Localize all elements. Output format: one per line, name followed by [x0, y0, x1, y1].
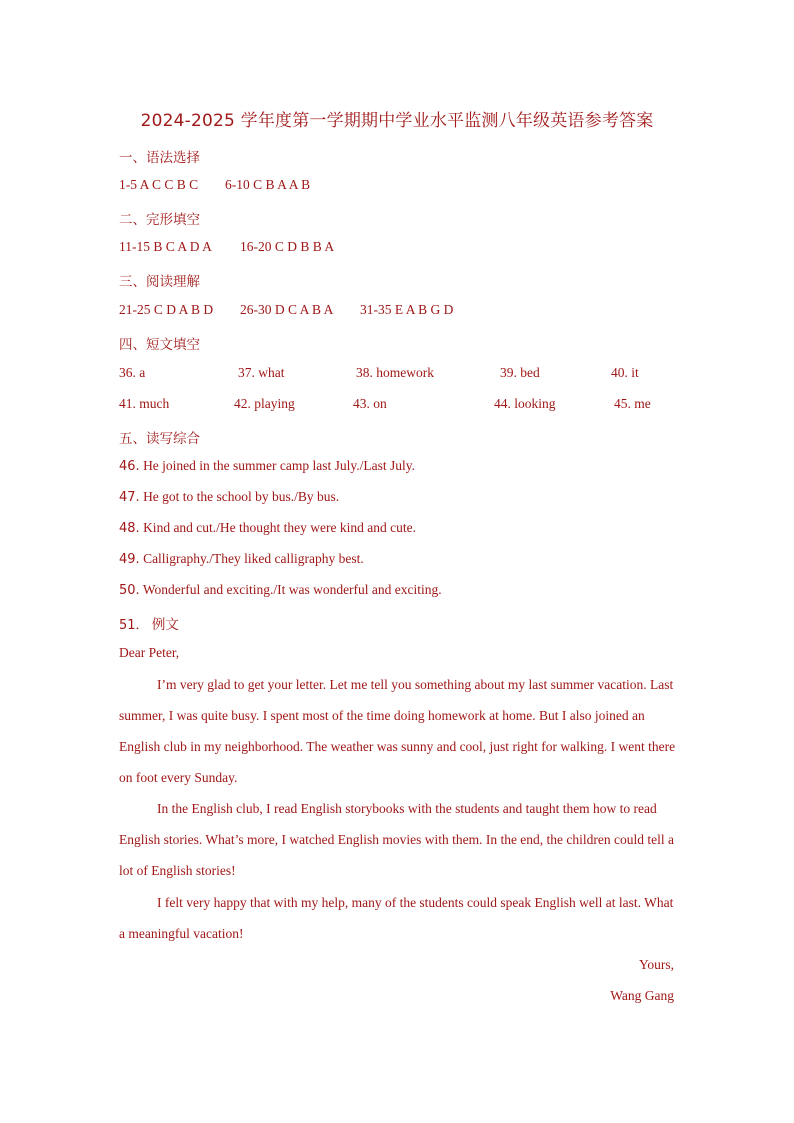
letter-greeting: Dear Peter, [119, 645, 180, 660]
letter-closing: Yours, [638, 957, 674, 972]
answer-51 [119, 613, 179, 633]
answer-36: 36. a [119, 365, 146, 380]
answer-38: 38. homework [356, 365, 434, 380]
answers-1-5: 1-5 A C C B C [119, 177, 199, 192]
question-number-47: 47. [119, 490, 140, 505]
answers-31-35: 31-35 E A B G D [360, 302, 454, 317]
answer-43: 43. on [353, 396, 387, 411]
question-number-46: 46. [119, 459, 140, 474]
letter-paragraph-2: In the English club, I read English storybooks with the students and taught them how to read English stories. What’s more, I watched English movies with them. In the end, the children could tell a lot of English stories! [119, 801, 675, 878]
answer-39: 39. bed [500, 365, 540, 380]
letter-signature: Wang Gang [610, 988, 674, 1003]
page-title: 2024-2025 学年度第一学期期中学业水平监测八年级英语参考答案 [140, 111, 654, 131]
question-number-48: 48. [119, 521, 140, 536]
sample-essay-label: 例文 [151, 617, 179, 633]
answer-text-50: Wonderful and exciting./It was wonderful and exciting. [142, 582, 442, 597]
answer-48 [119, 520, 416, 536]
question-number-50: 50. [119, 583, 140, 598]
answer-37: 37. what [238, 365, 285, 380]
answer-40: 40. it [611, 365, 639, 380]
section-heading-gap-fill: 四、短文填空 [119, 337, 200, 353]
answer-text-47: He got to the school by bus./By bus. [143, 489, 340, 504]
letter-paragraph-3: I felt very happy that with my help, many of the students could speak English well at last. What a meaningful vacation! [119, 895, 674, 941]
answer-text-49: Calligraphy./They liked calligraphy best. [143, 551, 364, 566]
answer-49 [119, 551, 364, 567]
answers-6-10: 6-10 C B A A B [225, 177, 311, 192]
question-number-49: 49. [119, 552, 140, 567]
section-heading-cloze: 二、完形填空 [119, 212, 200, 228]
answer-46 [119, 458, 415, 474]
question-number-51: 51． [119, 618, 149, 633]
section-heading-reading: 三、阅读理解 [119, 274, 200, 290]
answers-21-25: 21-25 C D A B D [119, 302, 214, 317]
answers-26-30: 26-30 D C A B A [240, 302, 334, 317]
section-heading-grammar: 一、语法选择 [119, 150, 200, 166]
answers-16-20: 16-20 C D B B A [240, 239, 335, 254]
answer-text-46: He joined in the summer camp last July./Last July. [143, 458, 416, 473]
answer-50 [119, 582, 442, 598]
letter-paragraph-1: I’m very glad to get your letter. Let me tell you something about my last summer vacation. Last summer, I was quite busy. I spent most of the time doing homework at home. But I also joined an English club in my neighborhood. The weather was sunny and cool, just right for walking. I went there on foot every Sunday. [119, 677, 676, 785]
answers-11-15: 11-15 B C A D A [119, 239, 212, 254]
answer-47 [119, 489, 339, 505]
answer-41: 41. much [119, 396, 170, 411]
answer-42: 42. playing [234, 396, 295, 411]
section-heading-reading-writing: 五、读写综合 [119, 431, 200, 447]
answer-45: 45. me [614, 396, 651, 411]
answer-text-48: Kind and cut./He thought they were kind and cute. [143, 520, 416, 535]
answer-44: 44. looking [494, 396, 556, 411]
